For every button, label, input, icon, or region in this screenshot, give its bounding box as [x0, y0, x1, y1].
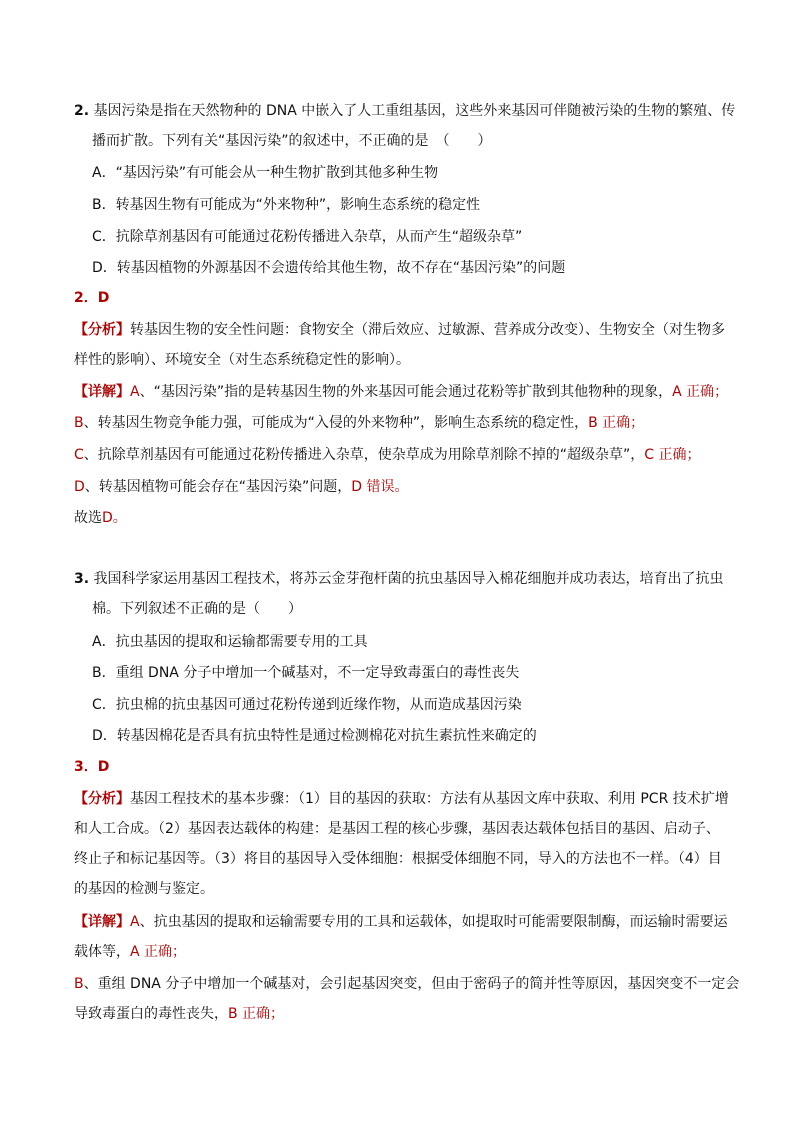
- q2-option-c: C．抗除草剂基因有可能通过花粉传播进入杂草，从而产生“超级杂草”: [92, 229, 523, 245]
- q3-analysis-line4: 的基因的检测与鉴定。: [74, 881, 214, 897]
- q3-analysis-text-1: 基因工程技术的基本步骤：（1）目的基因的获取：方法有从基因文库中获取、利用 PCR 技术扩增: [130, 791, 729, 807]
- q3-detail-a-line1: [74, 912, 728, 932]
- q3-detail-a-text-2: 载体等，: [74, 944, 130, 960]
- q2-number: 2.: [74, 103, 90, 119]
- q2-detail-a-label: A: [130, 384, 140, 400]
- q2-analysis-line1: [74, 320, 725, 340]
- q2-detail-d-end: D 错误。: [351, 479, 409, 495]
- q2-detail-c-text: 、抗除草剂基因有可能通过花粉传播进入杂草，使杂草成为用除草剂除不掉的“超级杂草”，: [83, 447, 645, 463]
- q2-detail-a-text: 、“基因污染”指的是转基因生物的外来基因可能会通过花粉等扩散到其他物种的现象，: [139, 384, 673, 400]
- q3-option-a: A．抗虫基因的提取和运输都需要专用的工具: [92, 634, 368, 650]
- q2-option-b: B．转基因生物有可能成为“外来物种”，影响生态系统的稳定性: [92, 197, 481, 213]
- q2-analysis-line2: 样性的影响）、环境安全（对生态系统稳定性的影响）。: [74, 352, 410, 368]
- q3-detail-b-text-2: 导致毒蛋白的毒性丧失，: [74, 1006, 228, 1022]
- q2-stem-line1: [74, 101, 735, 121]
- q3-detail-b-line1: [74, 974, 739, 994]
- q2-option-d: D．转基因植物的外源基因不会遗传给其他生物，故不存在“基因污染”的问题: [92, 260, 566, 276]
- q3-detail-b-line2: [74, 1004, 284, 1024]
- q2-answer: 2．D: [74, 290, 110, 306]
- q2-detail-d-label: D: [74, 479, 85, 495]
- q2-analysis-text-1: 转基因生物的安全性问题：食物安全（滞后效应、过敏源、营养成分改变）、生物安全（对生物多: [130, 322, 725, 338]
- q2-analysis-tag: 【分析】: [74, 322, 130, 338]
- q2-stem-line2: 播而扩散。下列有关“基因污染”的叙述中，不正确的是 （ ）: [92, 133, 492, 149]
- q3-option-b: B．重组 DNA 分子中增加一个碱基对，不一定导致毒蛋白的毒性丧失: [92, 665, 520, 681]
- q2-detail-c-label: C: [74, 447, 84, 463]
- q3-stem-text-1: 我国科学家运用基因工程技术，将苏云金芽孢杆菌的抗虫基因导入棉花细胞并成功表达，培育出了抗虫: [93, 571, 724, 587]
- q3-answer: 3．D: [74, 759, 110, 775]
- q3-detail-b-label: B: [74, 976, 84, 992]
- q3-detail-b-text-1: 、重组 DNA 分子中增加一个碱基对，会引起基因突变，但由于密码子的简并性等原因，基因突变不一定会: [83, 976, 740, 992]
- q2-detail-a: [74, 382, 728, 402]
- q3-detail-b-end: B 正确；: [228, 1006, 285, 1022]
- q2-conclusion-answer: D。: [102, 510, 127, 526]
- q2-detail-b-text: 、转基因生物竞争能力强，可能成为“入侵的外来物种”，影响生态系统的稳定性，: [83, 415, 589, 431]
- q3-analysis-line1: [74, 789, 729, 809]
- q2-detail-b: [74, 413, 644, 433]
- q2-option-a: A．“基因污染”有可能会从一种生物扩散到其他多种生物: [92, 165, 439, 181]
- q3-detail-a-text-1: 、抗虫基因的提取和运输需要专用的工具和运载体，如提取时可能需要限制酶，而运输时需要运: [139, 914, 728, 930]
- q3-detail-a-end: A 正确；: [130, 944, 187, 960]
- q3-number: 3.: [74, 571, 90, 587]
- q3-option-d: D．转基因棉花是否具有抗虫特性是通过检测棉花对抗生素抗性来确定的: [92, 728, 537, 744]
- q2-detail-tag: 【详解】: [74, 384, 130, 400]
- q2-conclusion: [74, 508, 127, 528]
- q3-detail-tag: 【详解】: [74, 914, 130, 930]
- q2-stem-text-1: 基因污染是指在天然物种的 DNA 中嵌入了人工重组基因，这些外来基因可伴随被污染的生物的繁殖、传: [93, 103, 736, 119]
- q3-detail-a-line2: [74, 942, 186, 962]
- q3-analysis-tag: 【分析】: [74, 791, 130, 807]
- q2-detail-b-end: B 正确；: [588, 415, 645, 431]
- q2-detail-d-text: 、转基因植物可能会存在“基因污染”问题，: [84, 479, 352, 495]
- q2-detail-d: [74, 477, 409, 497]
- q2-conclusion-text: 故选: [74, 510, 102, 526]
- q3-analysis-line2: 和人工合成。（2）基因表达载体的构建：是基因工程的核心步骤，基因表达载体包括目的基因、启动子、: [74, 821, 720, 837]
- q2-detail-c: [74, 445, 701, 465]
- q2-detail-a-end: A 正确；: [672, 384, 729, 400]
- q3-stem-line1: [74, 569, 724, 589]
- q2-detail-b-label: B: [74, 415, 84, 431]
- q3-stem-line2: 棉。下列叙述不正确的是（ ）: [92, 601, 302, 617]
- q3-analysis-line3: 终止子和标记基因等。（3）将目的基因导入受体细胞：根据受体细胞不同，导入的方法也不一样。（4）目: [74, 851, 722, 867]
- q2-detail-c-end: C 正确；: [644, 447, 701, 463]
- q3-option-c: C．抗虫棉的抗虫基因可通过花粉传递到近缘作物，从而造成基因污染: [92, 697, 522, 713]
- q3-detail-a-label: A: [130, 914, 140, 930]
